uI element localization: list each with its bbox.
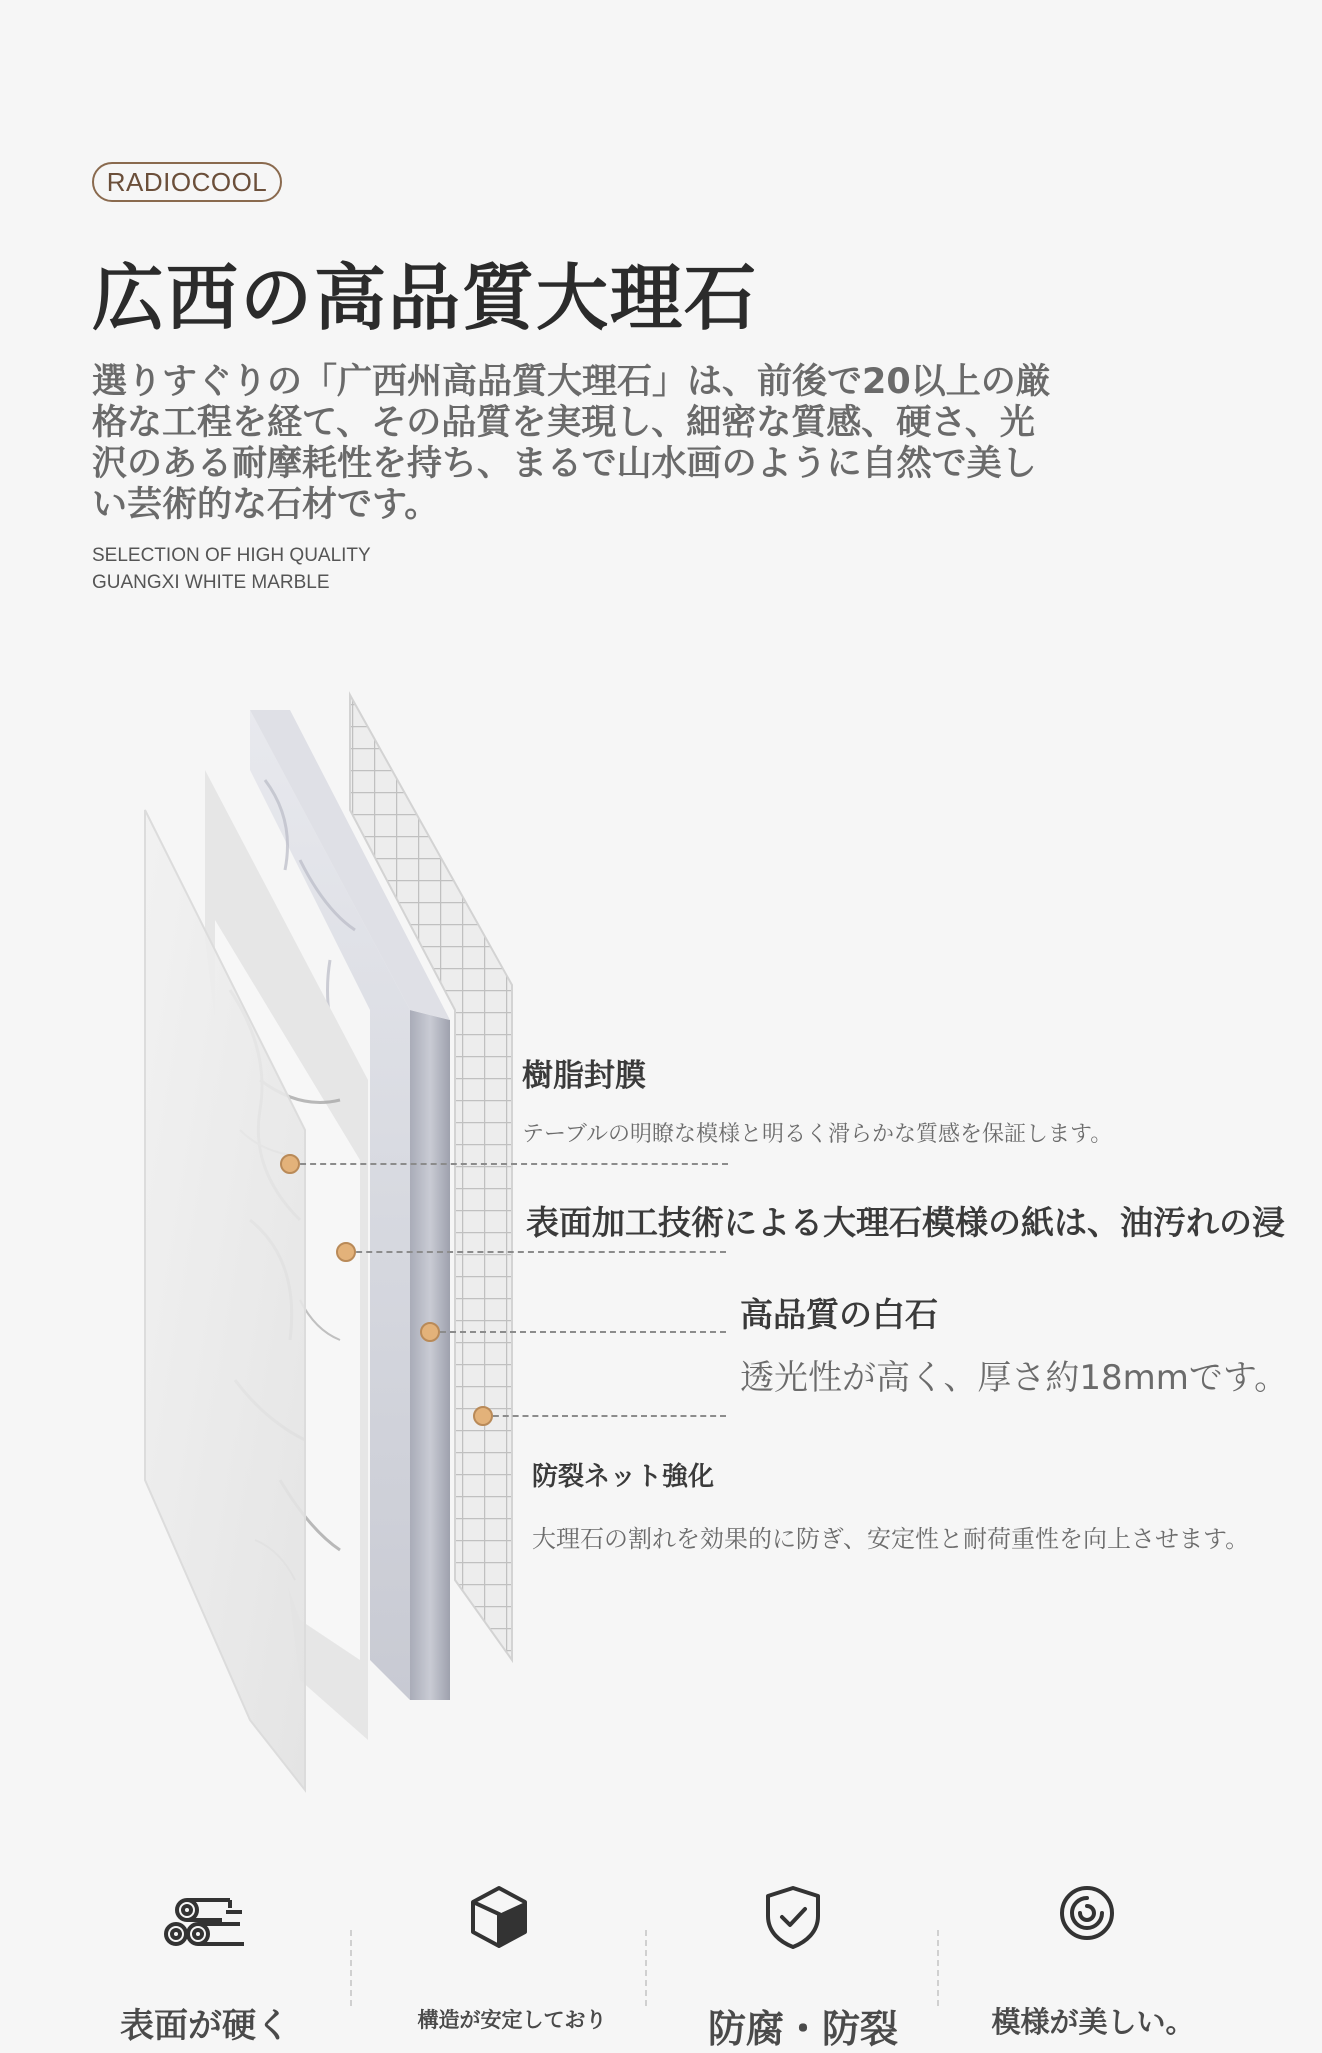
english-subtitle	[92, 542, 371, 596]
leader-line	[290, 1163, 728, 1165]
spiral-pattern-icon	[1058, 1884, 1116, 1942]
english-subtitle-line: GUANGXI WHITE MARBLE	[92, 572, 330, 593]
intro-line: 沢のある耐摩耗性を持ち、まるで山水画のように自然で美し	[92, 444, 1037, 484]
layer-marker	[280, 1154, 300, 1174]
layer-marker	[473, 1406, 493, 1426]
intro-line: 格な工程を経て、その品質を実現し、細密な質感、硬さ、光	[92, 403, 1035, 443]
leader-line	[483, 1415, 726, 1417]
cube-icon	[468, 1884, 530, 1950]
callout-resin-film	[522, 1050, 1112, 1148]
callout-description: 透光性が高く、厚さ約18mmです。	[740, 1358, 1289, 1398]
feature-divider	[645, 1930, 647, 2006]
callout-title: 高品質の白石	[740, 1295, 938, 1334]
english-subtitle-line: SELECTION OF HIGH QUALITY	[92, 545, 371, 566]
leader-line	[430, 1331, 726, 1333]
feature-label: 防腐・防裂	[707, 2007, 899, 2051]
intro-line: 選りすぐりの「广西州高品質大理石」は、前後で20以上の厳	[92, 362, 1051, 402]
callout-title: 防裂ネット強化	[532, 1462, 715, 1492]
shield-check-icon	[764, 1884, 822, 1950]
page-title: 広西の高品質大理石	[92, 256, 759, 340]
feature-row	[0, 1870, 1322, 2051]
callout-title: 表面加工技術による大理石模様の紙は、油汚れの浸	[526, 1203, 1285, 1242]
feature-divider	[937, 1930, 939, 2006]
layer-marker	[336, 1242, 356, 1262]
intro-paragraph	[92, 362, 1152, 526]
callout-marble-paper	[526, 1197, 1322, 1244]
callout-title: 樹脂封膜	[522, 1058, 646, 1094]
leader-line	[346, 1251, 726, 1253]
callout-mesh	[532, 1456, 1322, 1554]
stacked-logs-icon	[160, 1890, 248, 1954]
intro-line: い芸術的な石材です。	[92, 485, 440, 525]
feature-divider	[350, 1930, 352, 2006]
feature-label: 模様が美しい。	[991, 2005, 1195, 2039]
brand-badge: RADIOCOOL	[92, 162, 282, 202]
layer-marker	[420, 1322, 440, 1342]
callout-description: 大理石の割れを効果的に防ぎ、安定性と耐荷重性を向上させます。	[532, 1525, 1250, 1553]
feature-label: 表面が硬く	[120, 2006, 290, 2046]
feature-label: 構造が安定しており	[417, 2008, 607, 2032]
callout-white-stone	[740, 1289, 1322, 1399]
callout-description: テーブルの明瞭な模様と明るく滑らかな質感を保証します。	[522, 1122, 1113, 1147]
